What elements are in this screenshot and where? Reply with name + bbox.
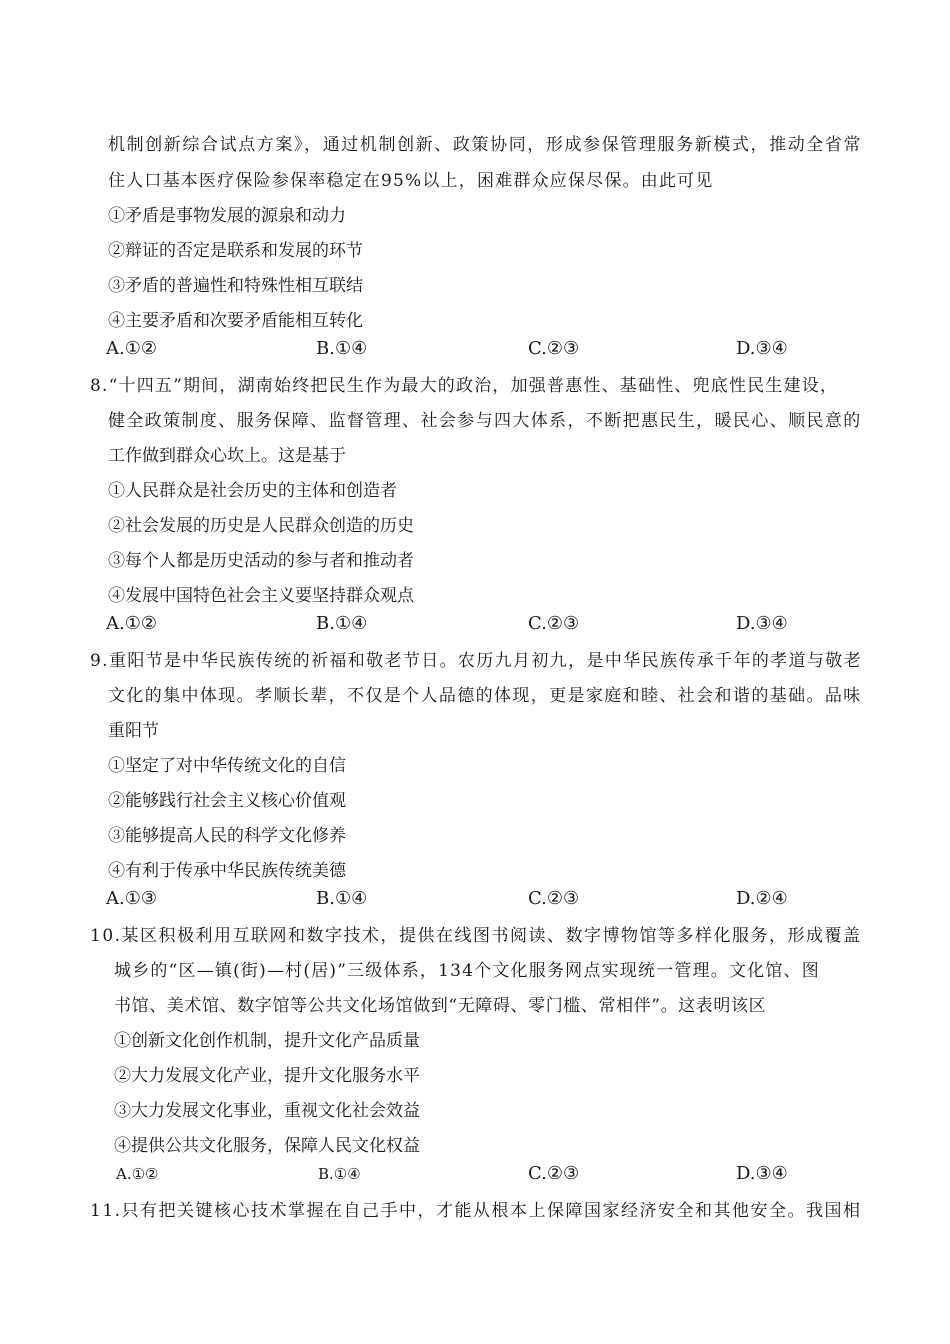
q9-stem-line-2: 文化的集中体现。孝顺长辈，不仅是个人品德的体现，更是家庭和睦、社会和谐的基础。品味 (108, 686, 862, 706)
q10-stem-line-3: 书馆、美术馆、数字馆等公共文化场馆做到“无障碍、零门槛、常相伴”。这表明该区 (114, 996, 767, 1016)
q7-statement-3: ③矛盾的普遍性和特殊性相互联结 (108, 276, 363, 296)
q8-stem-line-2: 健全政策制度、服务保障、监督管理、社会参与四大体系，不断把惠民生，暖民心、顺民意的 (108, 411, 862, 431)
q7-option-a: A.①② (106, 338, 157, 359)
q8-statement-1: ①人民群众是社会历史的主体和创造者 (108, 481, 397, 501)
q10-option-b: B.①④ (318, 1165, 361, 1183)
q10-statement-2: ②大力发展文化产业，提升文化服务水平 (114, 1066, 420, 1086)
q10-option-c: C.②③ (528, 1163, 580, 1184)
q8-statement-3: ③每个人都是历史活动的参与者和推动者 (108, 551, 414, 571)
q8-stem-line-3: 工作做到群众心坎上。这是基于 (108, 446, 346, 466)
q9-statement-1: ①坚定了对中华传统文化的自信 (108, 756, 346, 776)
q10-statement-1: ①创新文化创作机制，提升文化产品质量 (114, 1031, 420, 1051)
q10-statement-3: ③大力发展文化事业，重视文化社会效益 (114, 1101, 420, 1121)
q9-statement-4: ④有利于传承中华民族传统美德 (108, 861, 346, 881)
q8-option-d: D.③④ (736, 613, 788, 634)
q8-option-a: A.①② (106, 613, 157, 634)
q7-statement-4: ④主要矛盾和次要矛盾能相互转化 (108, 311, 363, 331)
q8-option-b: B.①④ (316, 613, 368, 634)
q10-option-d: D.③④ (736, 1163, 788, 1184)
q7-stem-line-1: 机制创新综合试点方案》，通过机制创新、政策协同，形成参保管理服务新模式，推动全省常 (108, 135, 863, 155)
q10-stem-line-1: 10.某区积极利用互联网和数字技术，提供在线图书阅读、数字博物馆等多样化服务，形成覆盖 (90, 926, 862, 946)
q9-option-b: B.①④ (316, 888, 368, 909)
q11-stem-line-1: 11.只有把关键核心技术掌握在自己手中，才能从根本上保障国家经济安全和其他安全。我国相 (90, 1201, 862, 1221)
q9-option-c: C.②③ (528, 888, 580, 909)
q8-option-c: C.②③ (528, 613, 580, 634)
q7-stem-line-2: 住人口基本医疗保险参保率稳定在95%以上，困难群众应保尽保。由此可见 (108, 171, 714, 191)
q10-statement-4: ④提供公共文化服务，保障人民文化权益 (114, 1136, 420, 1156)
q8-statement-4: ④发展中国特色社会主义要坚持群众观点 (108, 586, 414, 606)
q7-option-d: D.③④ (736, 338, 788, 359)
q10-stem-line-2: 城乡的“区—镇(街)—村(居)”三级体系，134个文化服务网点实现统一管理。文化馆、图 (114, 961, 820, 981)
q9-stem-line-3: 重阳节 (108, 721, 159, 741)
q9-option-d: D.②④ (736, 888, 788, 909)
q7-option-b: B.①④ (316, 338, 368, 359)
q7-option-c: C.②③ (528, 338, 580, 359)
q9-statement-3: ③能够提高人民的科学文化修养 (108, 826, 346, 846)
q9-stem-line-1: 9.重阳节是中华民族传统的祈福和敬老节日。农历九月初九，是中华民族传承千年的孝道与敬老 (90, 651, 863, 671)
q7-statement-1: ①矛盾是事物发展的源泉和动力 (108, 206, 346, 226)
q9-statement-2: ②能够践行社会主义核心价值观 (108, 791, 346, 811)
q8-statement-2: ②社会发展的历史是人民群众创造的历史 (108, 516, 414, 536)
q8-stem-line-1: 8.“十四五”期间，湖南始终把民生作为最大的政治，加强普惠性、基础性、兜底性民生建设， (90, 376, 839, 396)
q9-option-a: A.①③ (106, 888, 157, 909)
q10-option-a: A.①② (116, 1165, 159, 1183)
q7-statement-2: ②辩证的否定是联系和发展的环节 (108, 241, 363, 261)
